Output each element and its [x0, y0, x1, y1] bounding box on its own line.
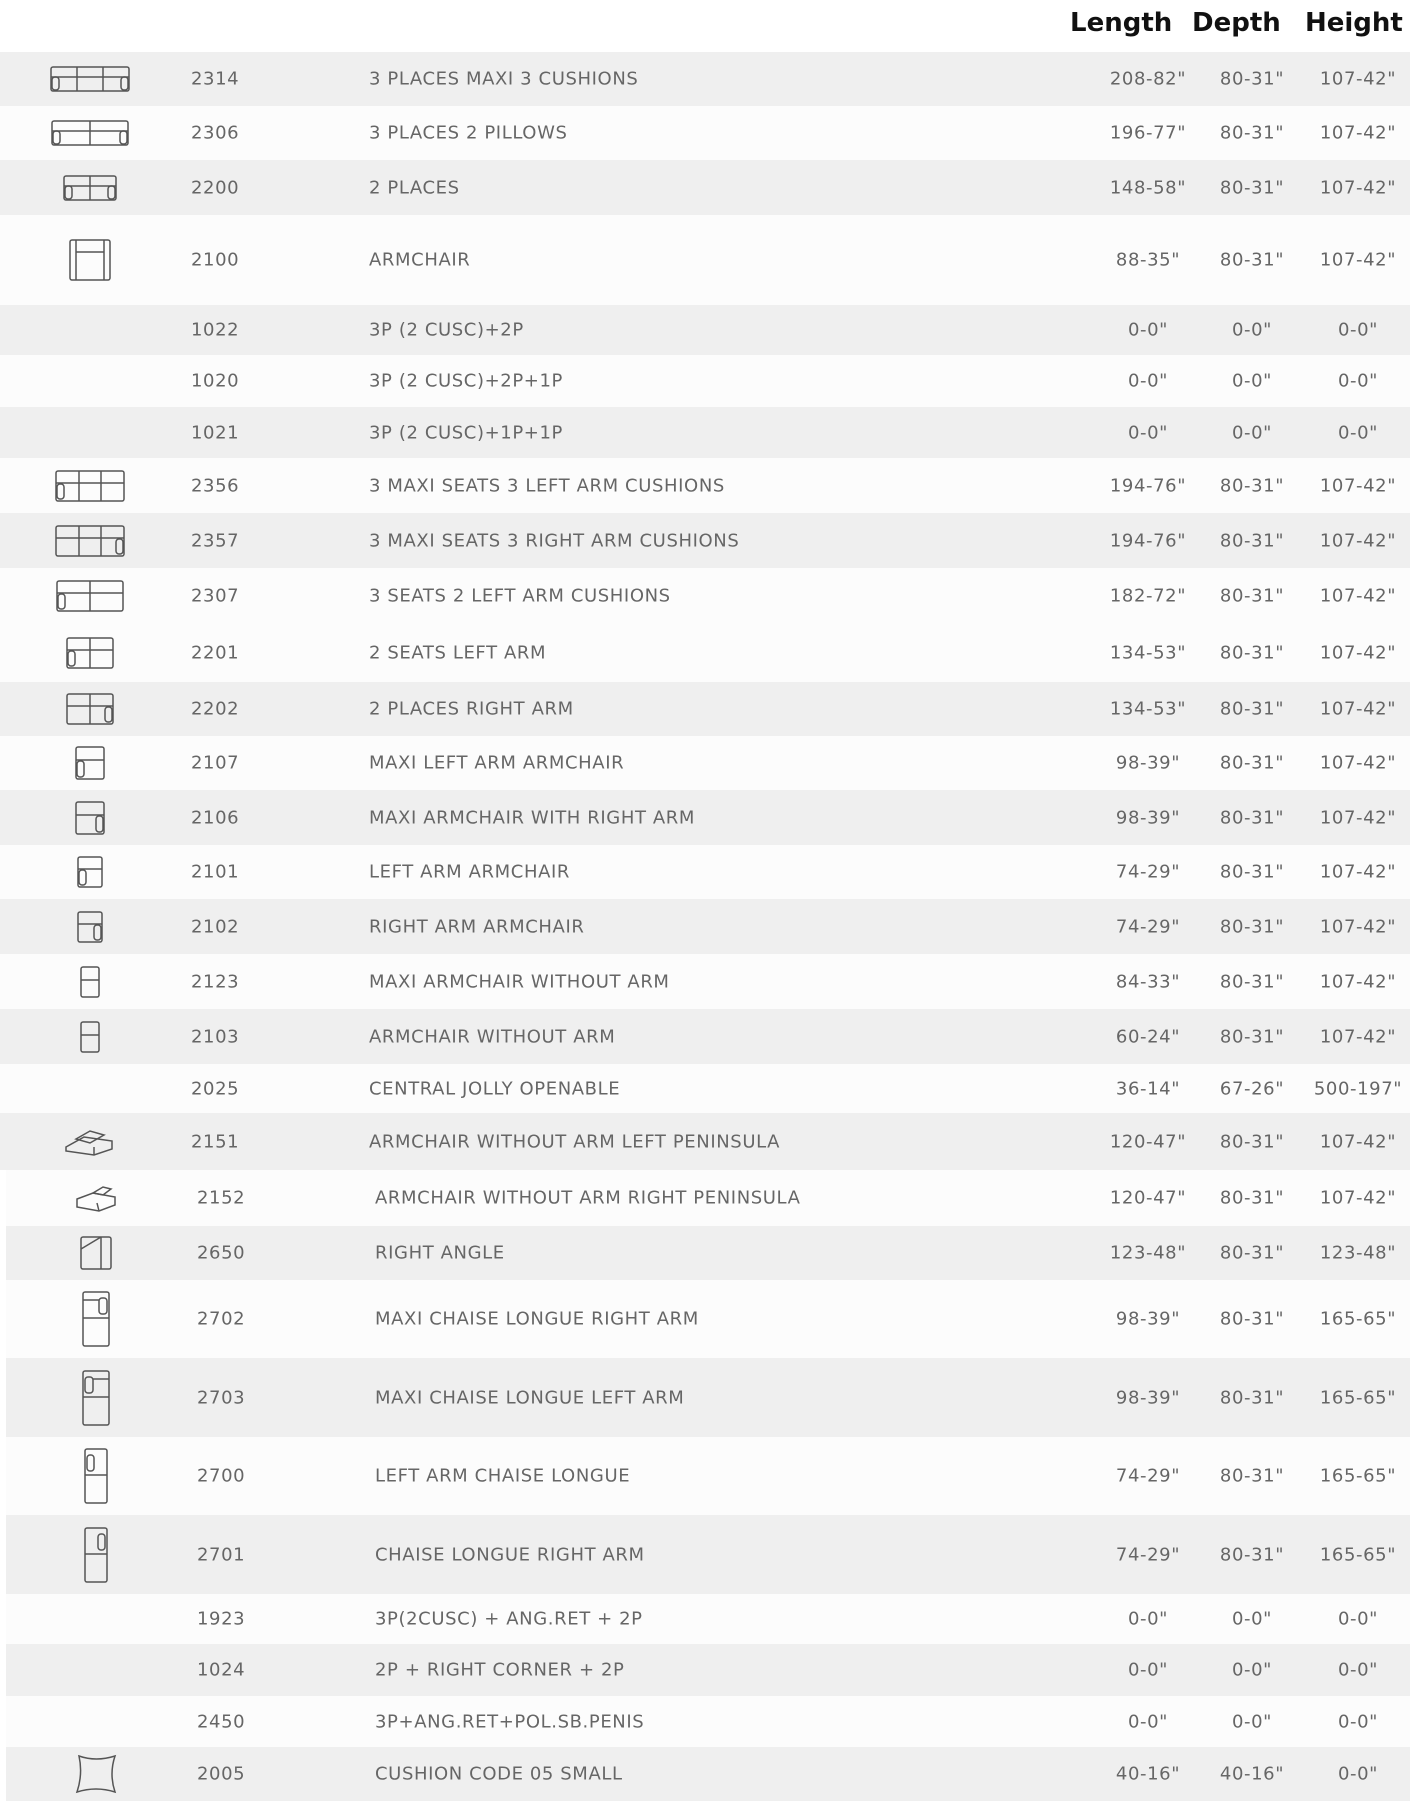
depth-value: 80-31" — [1219, 642, 1285, 663]
product-code: 2106 — [191, 807, 240, 828]
depth-value: 80-31" — [1219, 1187, 1285, 1209]
product-code: 2201 — [191, 642, 240, 663]
header-length: Length — [1070, 8, 1173, 38]
height-value: 107-42" — [1319, 971, 1397, 992]
product-description: 3 MAXI SEATS 3 LEFT ARM CUSHIONS — [369, 475, 725, 496]
depth-value: 80-31" — [1219, 585, 1285, 606]
peninsula-right-icon — [73, 1183, 119, 1213]
table-row — [0, 305, 1410, 355]
product-description: ARMCHAIR — [369, 249, 471, 271]
length-value: 120-47" — [1109, 1187, 1187, 1209]
product-code: 2202 — [191, 698, 240, 720]
length-value: 0-0" — [1127, 1711, 1169, 1732]
depth-value: 0-0" — [1231, 1608, 1273, 1630]
length-value: 98-39" — [1115, 807, 1181, 828]
chaise-right-arm-maxi-icon — [80, 1290, 112, 1348]
table-row — [0, 954, 1410, 1009]
product-description: 3P (2 CUSC)+2P — [369, 319, 524, 341]
table-row — [0, 1009, 1410, 1064]
depth-value: 80-31" — [1219, 861, 1285, 883]
sofa-3-left-arm-2cushion-icon — [56, 579, 124, 613]
length-value: 0-0" — [1127, 1659, 1169, 1681]
length-value: 134-53" — [1109, 642, 1187, 663]
length-value: 98-39" — [1115, 1387, 1181, 1408]
armchair-right-arm-small-icon — [76, 910, 104, 944]
product-code: 2123 — [191, 971, 240, 992]
length-value: 88-35" — [1115, 249, 1181, 271]
product-code: 2314 — [191, 68, 240, 90]
table-row — [0, 623, 1410, 682]
product-description: ARMCHAIR WITHOUT ARM RIGHT PENINSULA — [375, 1187, 801, 1209]
length-value: 123-48" — [1109, 1242, 1187, 1264]
product-code: 1024 — [197, 1659, 246, 1681]
table-row — [6, 1280, 1410, 1358]
table-row — [6, 1696, 1410, 1747]
table-row — [0, 215, 1410, 305]
depth-value: 80-31" — [1219, 807, 1285, 828]
height-value: 165-65" — [1319, 1465, 1397, 1487]
table-row — [0, 458, 1410, 513]
product-code: 2356 — [191, 475, 240, 496]
product-code: 2703 — [197, 1387, 246, 1408]
table-row — [6, 1515, 1410, 1594]
length-value: 196-77" — [1109, 122, 1187, 144]
chaise-left-arm-icon — [82, 1447, 110, 1505]
product-description: RIGHT ARM ARMCHAIR — [369, 916, 585, 937]
table-row — [6, 1170, 1410, 1226]
product-description: ARMCHAIR WITHOUT ARM LEFT PENINSULA — [369, 1131, 781, 1152]
product-code: 2101 — [191, 861, 240, 883]
product-description: CHAISE LONGUE RIGHT ARM — [375, 1544, 645, 1565]
length-value: 74-29" — [1115, 1465, 1181, 1487]
depth-value: 80-31" — [1219, 916, 1285, 937]
length-value: 182-72" — [1109, 585, 1187, 606]
height-value: 107-42" — [1319, 530, 1397, 551]
depth-value: 80-31" — [1219, 1465, 1285, 1487]
table-row — [6, 1358, 1410, 1437]
peninsula-left-icon — [60, 1127, 120, 1157]
height-value: 0-0" — [1337, 319, 1379, 341]
product-code: 2307 — [191, 585, 240, 606]
product-description: 3 MAXI SEATS 3 RIGHT ARM CUSHIONS — [369, 530, 740, 551]
depth-value: 0-0" — [1231, 422, 1273, 443]
depth-value: 67-26" — [1219, 1078, 1285, 1099]
armchair-icon — [68, 238, 112, 282]
height-value: 165-65" — [1319, 1544, 1397, 1565]
product-description: 2P + RIGHT CORNER + 2P — [375, 1659, 625, 1681]
table-row — [0, 160, 1410, 215]
height-value: 107-42" — [1319, 585, 1397, 606]
height-value: 107-42" — [1319, 1187, 1397, 1209]
length-value: 98-39" — [1115, 1308, 1181, 1330]
header-depth: Depth — [1192, 8, 1281, 38]
product-code: 1020 — [191, 370, 240, 392]
sofa-3-right-arm-icon — [55, 524, 125, 558]
product-description: 3 PLACES 2 PILLOWS — [369, 122, 568, 144]
height-value: 0-0" — [1337, 1608, 1379, 1630]
product-description: 2 PLACES RIGHT ARM — [369, 698, 574, 720]
length-value: 148-58" — [1109, 177, 1187, 198]
length-value: 120-47" — [1109, 1131, 1187, 1152]
chaise-right-arm-icon — [82, 1526, 110, 1584]
armchair-left-arm-small-icon — [76, 855, 104, 889]
depth-value: 80-31" — [1219, 1026, 1285, 1047]
depth-value: 80-31" — [1219, 1242, 1285, 1264]
product-code: 2450 — [197, 1711, 246, 1732]
length-value: 36-14" — [1115, 1078, 1181, 1099]
depth-value: 80-31" — [1219, 752, 1285, 774]
sofa-2-icon — [63, 172, 117, 204]
product-code: 2025 — [191, 1078, 240, 1099]
height-value: 107-42" — [1319, 752, 1397, 774]
armchair-right-arm-icon — [74, 800, 106, 836]
height-value: 0-0" — [1337, 1659, 1379, 1681]
table-row — [0, 568, 1410, 623]
table-row — [0, 790, 1410, 845]
product-code: 2306 — [191, 122, 240, 144]
depth-value: 0-0" — [1231, 319, 1273, 341]
product-description: 3 SEATS 2 LEFT ARM CUSHIONS — [369, 585, 671, 606]
height-value: 107-42" — [1319, 68, 1397, 90]
table-row — [6, 1644, 1410, 1696]
depth-value: 40-16" — [1219, 1763, 1285, 1785]
length-value: 74-29" — [1115, 1544, 1181, 1565]
length-value: 208-82" — [1109, 68, 1187, 90]
product-description: RIGHT ANGLE — [375, 1242, 505, 1264]
height-value: 165-65" — [1319, 1387, 1397, 1408]
product-description: MAXI CHAISE LONGUE RIGHT ARM — [375, 1308, 699, 1330]
length-value: 134-53" — [1109, 698, 1187, 720]
table-row — [0, 355, 1410, 407]
product-code: 2700 — [197, 1465, 246, 1487]
cushion-icon — [73, 1752, 119, 1796]
product-description: 3P(2CUSC) + ANG.RET + 2P — [375, 1608, 643, 1630]
product-description: CENTRAL JOLLY OPENABLE — [369, 1078, 621, 1099]
depth-value: 80-31" — [1219, 122, 1285, 144]
depth-value: 80-31" — [1219, 530, 1285, 551]
depth-value: 80-31" — [1219, 1308, 1285, 1330]
depth-value: 80-31" — [1219, 1387, 1285, 1408]
product-description: 3P (2 CUSC)+2P+1P — [369, 370, 563, 392]
corner-icon — [79, 1235, 113, 1271]
height-value: 107-42" — [1319, 642, 1397, 663]
height-value: 0-0" — [1337, 422, 1379, 443]
table-row — [0, 1064, 1410, 1113]
height-value: 107-42" — [1319, 1026, 1397, 1047]
depth-value: 80-31" — [1219, 68, 1285, 90]
depth-value: 0-0" — [1231, 370, 1273, 392]
product-code: 2103 — [191, 1026, 240, 1047]
table-row — [6, 1747, 1410, 1801]
product-description: CUSHION CODE 05 SMALL — [375, 1763, 623, 1785]
height-value: 107-42" — [1319, 249, 1397, 271]
product-code: 1021 — [191, 422, 240, 443]
depth-value: 80-31" — [1219, 249, 1285, 271]
product-code: 2100 — [191, 249, 240, 271]
length-value: 40-16" — [1115, 1763, 1181, 1785]
height-value: 0-0" — [1337, 1763, 1379, 1785]
length-value: 74-29" — [1115, 916, 1181, 937]
product-code: 2200 — [191, 177, 240, 198]
product-description: LEFT ARM CHAISE LONGUE — [375, 1465, 631, 1487]
product-description: 3P+ANG.RET+POL.SB.PENIS — [375, 1711, 645, 1732]
length-value: 194-76" — [1109, 530, 1187, 551]
product-code: 2005 — [197, 1763, 246, 1785]
height-value: 500-197" — [1313, 1078, 1403, 1099]
table-row — [6, 1437, 1410, 1515]
height-value: 0-0" — [1337, 370, 1379, 392]
length-value: 74-29" — [1115, 861, 1181, 883]
table-row — [0, 513, 1410, 568]
product-code: 2152 — [197, 1187, 246, 1209]
product-code: 2102 — [191, 916, 240, 937]
length-value: 98-39" — [1115, 752, 1181, 774]
height-value: 107-42" — [1319, 1131, 1397, 1152]
product-code: 2702 — [197, 1308, 246, 1330]
length-value: 194-76" — [1109, 475, 1187, 496]
depth-value: 80-31" — [1219, 475, 1285, 496]
table-row — [0, 52, 1410, 106]
height-value: 107-42" — [1319, 177, 1397, 198]
height-value: 107-42" — [1319, 861, 1397, 883]
depth-value: 0-0" — [1231, 1659, 1273, 1681]
table-row — [0, 1113, 1410, 1170]
height-value: 165-65" — [1319, 1308, 1397, 1330]
product-code: 2151 — [191, 1131, 240, 1152]
height-value: 107-42" — [1319, 807, 1397, 828]
sofa-2-right-arm-icon — [66, 692, 114, 726]
armless-chair-small-icon — [79, 1020, 101, 1054]
depth-value: 80-31" — [1219, 177, 1285, 198]
product-description: LEFT ARM ARMCHAIR — [369, 861, 571, 883]
table-row — [0, 407, 1410, 458]
sofa-2-left-arm-icon — [66, 636, 114, 670]
table-row — [6, 1594, 1410, 1644]
product-description: MAXI ARMCHAIR WITH RIGHT ARM — [369, 807, 696, 828]
height-value: 107-42" — [1319, 475, 1397, 496]
height-value: 107-42" — [1319, 698, 1397, 720]
sofa-3-maxi-icon — [50, 63, 130, 95]
sofa-3-left-arm-icon — [55, 469, 125, 503]
product-description: 3 PLACES MAXI 3 CUSHIONS — [369, 68, 639, 90]
table-row — [0, 845, 1410, 899]
product-code: 2701 — [197, 1544, 246, 1565]
table-row — [6, 1226, 1410, 1280]
product-description: 2 SEATS LEFT ARM — [369, 642, 547, 663]
armchair-left-arm-icon — [74, 745, 106, 781]
depth-value: 80-31" — [1219, 698, 1285, 720]
depth-value: 80-31" — [1219, 1131, 1285, 1152]
length-value: 0-0" — [1127, 422, 1169, 443]
product-description: 3P (2 CUSC)+1P+1P — [369, 422, 563, 443]
product-description: MAXI ARMCHAIR WITHOUT ARM — [369, 971, 670, 992]
product-description: 2 PLACES — [369, 177, 460, 198]
product-code: 2357 — [191, 530, 240, 551]
sofa-3-2cushion-icon — [51, 117, 129, 149]
height-value: 107-42" — [1319, 122, 1397, 144]
length-value: 0-0" — [1127, 319, 1169, 341]
table-row — [0, 106, 1410, 160]
product-code: 1923 — [197, 1608, 246, 1630]
table-row — [0, 899, 1410, 954]
height-value: 107-42" — [1319, 916, 1397, 937]
height-value: 0-0" — [1337, 1711, 1379, 1732]
product-code: 2107 — [191, 752, 240, 774]
length-value: 0-0" — [1127, 370, 1169, 392]
length-value: 0-0" — [1127, 1608, 1169, 1630]
chaise-left-arm-maxi-icon — [80, 1369, 112, 1427]
product-code: 1022 — [191, 319, 240, 341]
depth-value: 80-31" — [1219, 971, 1285, 992]
length-value: 84-33" — [1115, 971, 1181, 992]
table-header — [0, 0, 1414, 52]
height-value: 123-48" — [1319, 1242, 1397, 1264]
product-description: ARMCHAIR WITHOUT ARM — [369, 1026, 616, 1047]
table-row — [0, 736, 1410, 790]
length-value: 60-24" — [1115, 1026, 1181, 1047]
table-row — [0, 682, 1410, 736]
armless-chair-icon — [79, 965, 101, 999]
product-description: MAXI LEFT ARM ARMCHAIR — [369, 752, 625, 774]
depth-value: 80-31" — [1219, 1544, 1285, 1565]
product-code: 2650 — [197, 1242, 246, 1264]
product-description: MAXI CHAISE LONGUE LEFT ARM — [375, 1387, 685, 1408]
depth-value: 0-0" — [1231, 1711, 1273, 1732]
header-height: Height — [1305, 8, 1403, 38]
